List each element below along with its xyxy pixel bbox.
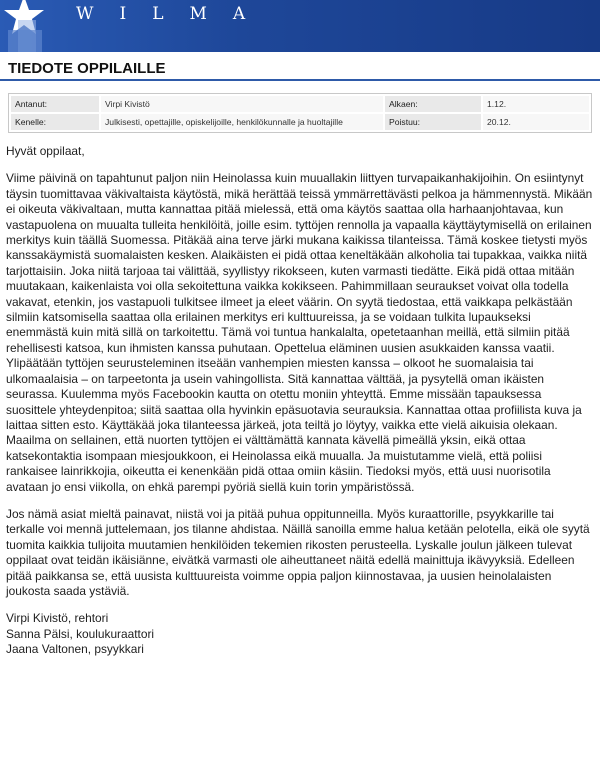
app-logo-text[interactable]: WILMA [76,4,272,24]
start-label: Alkaen: [385,96,481,112]
app-banner [0,0,600,52]
signature-line: Jaana Valtonen, psyykkari [6,642,144,657]
notice-meta-table [8,93,592,133]
signature-line: Sanna Pälsi, koulukuraattori [6,626,155,641]
meta-row [11,96,589,112]
recipients-value: Julkisesti, opettajille, opiskelijoille, henkilökunnalle ja huoltajille [101,114,383,130]
logo-decoration [8,30,42,52]
paragraph: Viime päivinä on tapahtunut paljon niin Heinolassa kuin muuallakin liittyen turvapaikanhakijoihin. On esiintynyt täysin tuomittavaa väkivaltaista käytöstä, mikä herättää teissä ymmärrettävästi pelkoa ja hämmennystä. Mikään ei oikeuta väkivaltaan, mutta kannattaa pitää mielessä, että oma käytös saattaa olla harhaanjohtavaa, kun vastapuolena on muualta tulleita henkilöitä, joille esim. tyttöjen rennolla ja vapaalla käyttäytymisellä on erilainen merkitys kuin täällä Suomessa. Pitäkää aina terve järki mukana kaikissa tilanteissa. Tämä koskee tietysti myös kanssakäymistä suomalaisten kesken. Alaikäisten ei pidä ottaa keneltäkään alkoholia tai tupakkaa, vaikka niitä tarjottaisiin. Joka niitä tarjoaa tai välittää, syyllistyy rikokseen, kuten varmasti tiedätte. Eikä pidä ottaa mitään muutakaan, kaikenlaista voi olla sekoitettuna vaikka kokikseen. Pahimmillaan seuraukset voivat olla todella vakavat, etenkin, jos vastapuoli tulkitsee ilmeet ja eleet väärin. On syytä tiedostaa, että vaikkapa pelkästään silmiin katsomisella saattaa olla erilainen merkitys eri kulttuureissa, ja se voidaan tulkita lupaukseksi enemmästä kuin mitä sillä on tarkoitettu. Tämä voi tuntua hankalalta, opetetaanhan meillä, että silmiin pitää rehellisesti katsoa, kun ihmisten kanssa puhutaan. Opettelua eläminen uusien asukkaiden kanssa vaatii. Ylipäätään tyttöjen seurusteleminen itseään vanhempien miesten kanssa – olkoot he suomalaisia tai ulkomaalaisia – on tarpeetonta ja usein vahingollista. Sitä kannattaa välttää, ja pysytellä oman ikäisten seurassa. Kuulemma myös Facebookin kautta on otettu moniin yhteyttä. Emme missään tapauksessa suosittele yhteydenpitoa; siitä saattaa olla hyvinkin epäsuotavia seurauksia. Kannattaa ottaa profiilista kuva ja laittaa sitten esto. Käyttäkää joka tilanteessa järkeä, jota teiltä jo löytyy, vaikka ette vielä aikuisia olekaan. Maailma on sellainen, että nuorten tyttöjen ei välttämättä kannata kävellä pimeällä yksin, eikä ottaa katsekontaktia isompaan miesjoukkoon, ei Heinolassa eikä muualla. Ja muistutamme vielä, että poliisi rankaisee lainrikkojia, oikeutta ei kenenkään pidä ottaa omiin käsiin. Tiedoksi myös, että uusi nuorisotila avataan jo ensi viikolla, on ehkä parempi pyöriä siellä kuin torin ympäristössä. [6,171,593,494]
end-label: Poistuu: [385,114,481,130]
greeting: Hyvät oppilaat, [6,144,85,158]
signature-line: Virpi Kivistö, rehtori [6,611,109,626]
recipients-label: Kenelle: [11,114,99,130]
page-title: TIEDOTE OPPILAILLE [0,60,600,81]
sender-value: Virpi Kivistö [101,96,383,112]
notice-body [0,133,600,658]
sender-label: Antanut: [11,96,99,112]
start-value: 1.12. [483,96,589,112]
end-value: 20.12. [483,114,589,130]
paragraph: Jos nämä asiat mieltä painavat, niistä voi ja pitää puhua oppitunneilla. Myös kuraattorille, psyykkarille tai terkalle voi mennä juttelemaan, jos tilanne ahdistaa. Näillä sanoilla emme halua ketään pelotella, eikä ole syytä tuomita kaikkia tulijoita muutamien henkilöiden tekemien rikosten perusteella. Lyskalle joulun jälkeen tulevat oppilaat ovat teidän ikäisiänne, eivätkä varmasti ole aiheuttaneet näitä edellä mainittuja ikävyyksiä. Edelleen pitää paikkansa se, että uusista kulttuureista voimme oppia paljon kiinnostavaa, ja uusien heinolalaisten joukosta saada ystäviä. [6,506,590,598]
meta-row [11,114,589,130]
